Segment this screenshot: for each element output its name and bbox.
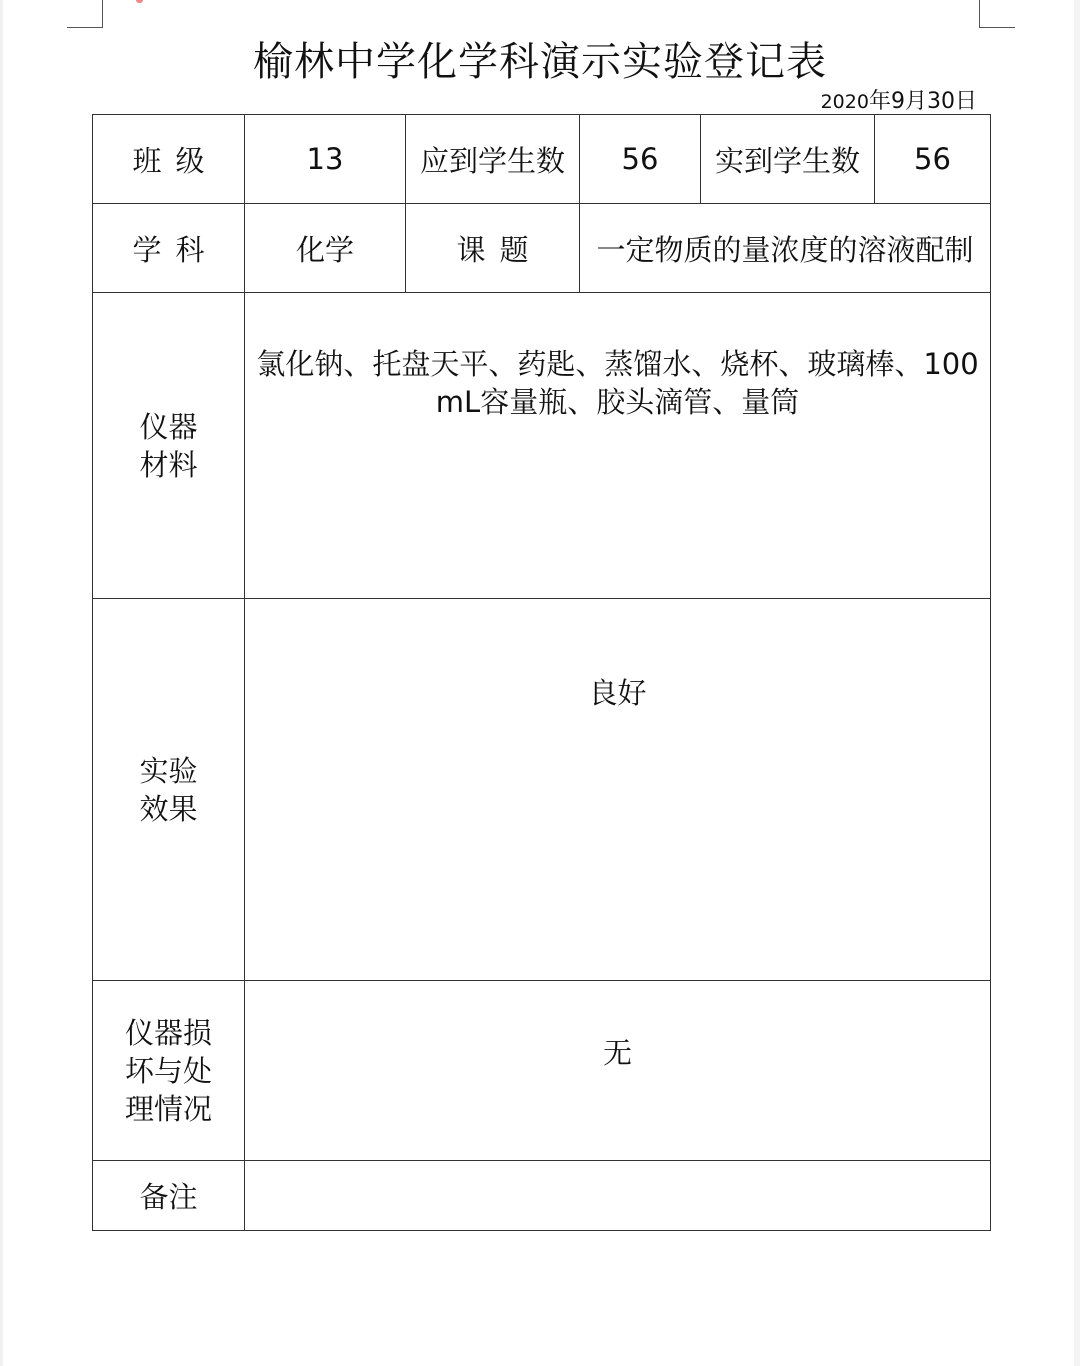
date-day-char: 日 <box>954 89 977 114</box>
materials-label <box>93 293 245 599</box>
margin-mark <box>136 0 143 3</box>
registration-table <box>92 114 991 1231</box>
actual-students-value[interactable]: 56 <box>875 115 991 204</box>
effect-label-line1: 实验 <box>139 753 198 788</box>
materials-value[interactable]: 氯化钠、托盘天平、药匙、蒸馏水、烧杯、玻璃棒、100mL容量瓶、胶头滴管、量筒 <box>245 293 991 599</box>
subject-value[interactable]: 化学 <box>245 204 406 293</box>
class-label: 班级 <box>93 115 245 204</box>
damage-label <box>93 981 245 1161</box>
actual-students-label: 实到学生数 <box>701 115 875 204</box>
table-row-class <box>93 115 991 204</box>
crop-mark-top-right <box>979 0 1015 28</box>
expected-students-label: 应到学生数 <box>406 115 580 204</box>
damage-label-line3: 理情况 <box>124 1091 212 1126</box>
crop-mark-top-left <box>67 0 103 28</box>
expected-students-value[interactable]: 56 <box>580 115 701 204</box>
materials-label-line2: 材料 <box>139 447 198 482</box>
remarks-label: 备注 <box>93 1161 245 1231</box>
damage-value[interactable]: 无 <box>245 981 991 1161</box>
table-row-remarks <box>93 1161 991 1231</box>
date-month-char: 月 <box>904 89 927 114</box>
damage-label-line2: 坏与处 <box>124 1053 212 1088</box>
date-month: 9 <box>890 89 905 114</box>
table-row-effect <box>93 599 991 981</box>
effect-label <box>93 599 245 981</box>
page-left-edge <box>0 0 3 1366</box>
table-row-damage <box>93 981 991 1161</box>
date-year: 2020 <box>820 91 869 113</box>
page-right-edge <box>1074 0 1080 1366</box>
subject-label: 学科 <box>93 204 245 293</box>
document-title: 榆林中学化学科演示实验登记表 <box>253 39 827 85</box>
effect-value[interactable]: 良好 <box>245 599 991 981</box>
table-row-materials <box>93 293 991 599</box>
damage-label-line1: 仪器损 <box>124 1015 212 1050</box>
class-value[interactable]: 13 <box>245 115 406 204</box>
topic-label: 课题 <box>406 204 580 293</box>
materials-label-line1: 仪器 <box>139 409 198 444</box>
document-date <box>821 84 977 115</box>
remarks-value[interactable] <box>245 1161 991 1231</box>
date-year-char: 年 <box>868 89 891 114</box>
topic-value[interactable]: 一定物质的量浓度的溶液配制 <box>580 204 991 293</box>
date-day: 30 <box>926 89 955 114</box>
table-row-subject <box>93 204 991 293</box>
effect-label-line2: 效果 <box>139 791 198 826</box>
